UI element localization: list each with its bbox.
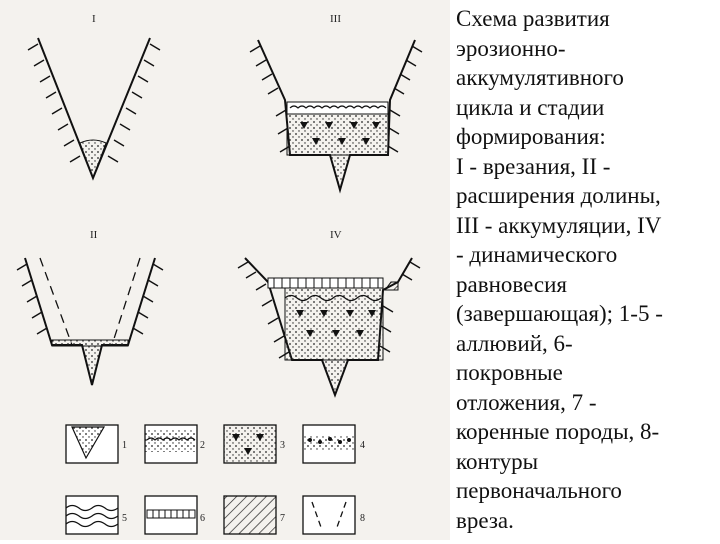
panel-stage-4 — [238, 229, 420, 395]
legend-item-4 — [303, 425, 365, 463]
legend-num-1: 1 — [122, 440, 127, 451]
caption-line: коренные породы, 8- — [456, 419, 660, 444]
legend-item-6 — [145, 496, 205, 534]
terrace-edge — [385, 282, 398, 290]
figure-caption — [456, 4, 718, 535]
caption-line: (завершающая); 1-5 - — [456, 301, 663, 326]
legend-num-3: 3 — [280, 440, 285, 451]
caption-line: цикла и стадии — [456, 94, 605, 120]
caption-line: расширения долины, — [456, 183, 661, 208]
legend-item-8 — [303, 496, 365, 534]
legend-item-5 — [66, 496, 127, 534]
legend-item-7 — [224, 496, 285, 534]
caption-line: аккумулятивного — [456, 65, 624, 90]
legend-num-4: 4 — [360, 440, 365, 451]
caption-line: формирования: — [456, 124, 606, 149]
legend-num-2: 2 — [200, 440, 205, 451]
legend-item-1 — [66, 425, 127, 463]
channel-alluvium — [330, 155, 350, 190]
legend-num-5: 5 — [122, 513, 127, 524]
caption-line: III - аккумуляции, IV — [456, 212, 662, 238]
panel-stage-3 — [250, 13, 422, 190]
caption-line: отложения, 7 - — [456, 389, 597, 415]
legend-item-2 — [145, 425, 205, 463]
alluvium-fill — [52, 340, 128, 346]
panel-label-4: IV — [330, 229, 342, 241]
caption-line: вреза. — [456, 507, 514, 533]
caption-line: эрозионно- — [456, 35, 566, 61]
panel-label-2: II — [90, 229, 98, 241]
cover-deposits — [268, 278, 383, 288]
caption-line: покровные — [456, 360, 563, 385]
panel-label-1: I — [92, 13, 96, 25]
caption-line: первоначального — [456, 478, 622, 503]
panel-stage-2 — [17, 229, 163, 385]
caption-line: равновесия — [456, 271, 567, 297]
caption-line: аллювий, 6- — [456, 330, 573, 356]
legend-num-6: 6 — [200, 513, 205, 524]
alluvium-fill — [285, 288, 383, 360]
bedrock-hatching — [17, 264, 163, 334]
legend — [66, 425, 365, 534]
alluvium-fill — [80, 140, 106, 178]
legend-num-7: 7 — [280, 513, 285, 524]
caption-line: Схема развития — [456, 6, 610, 31]
channel-alluvium — [82, 346, 102, 385]
panel-label-3: III — [330, 13, 341, 25]
legend-num-8: 8 — [360, 513, 365, 524]
initial-incision-contour — [40, 258, 140, 345]
channel-alluvium — [322, 360, 348, 395]
caption-line: I - врезания, II - — [456, 153, 611, 179]
legend-item-3 — [224, 425, 285, 463]
caption-line: контуры — [456, 448, 539, 474]
caption-line: - динамического — [456, 242, 618, 267]
panel-stage-1 — [28, 13, 160, 178]
